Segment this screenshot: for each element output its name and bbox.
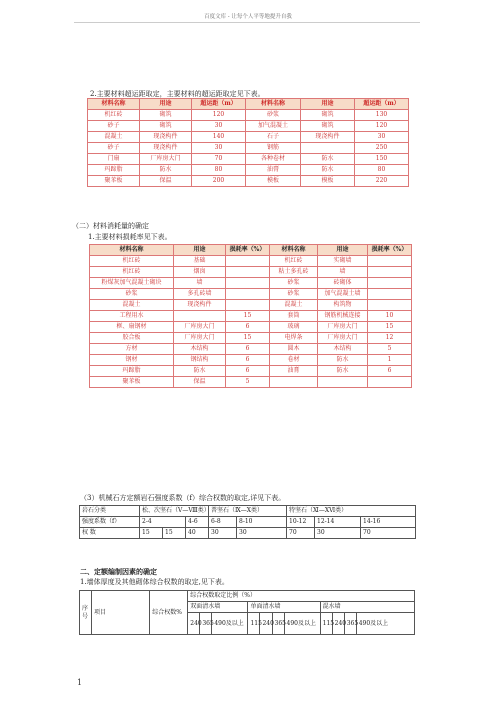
table-cell: [368, 377, 412, 388]
table-row: [80, 506, 416, 517]
table-cell: 80: [355, 165, 409, 176]
table-cell: 钢筋机械连接: [318, 311, 368, 322]
table-row: [88, 176, 409, 187]
table-row: [90, 322, 412, 333]
header-divider: [74, 22, 420, 23]
table-cell: 构筑物: [318, 300, 368, 311]
table-header-row: [90, 245, 412, 256]
table-cell: 方材: [90, 344, 174, 355]
table-cell: 140: [192, 132, 246, 143]
table-cell: 6: [226, 344, 270, 355]
table-row: [90, 300, 412, 311]
table-row: [90, 377, 412, 388]
table-cell: 490及以上: [284, 613, 320, 635]
table-cell: 30: [192, 121, 246, 132]
table-cell: 厂库房大门: [318, 333, 368, 344]
table-header: 损耗率（%）: [368, 245, 412, 256]
table-cell: 15: [226, 333, 270, 344]
table-cell: 基础: [174, 256, 226, 267]
section-b-title: （二）材料消耗量的确定: [72, 222, 149, 230]
table-header: 损耗率（%）: [226, 245, 270, 256]
table-cell: 防水: [301, 165, 355, 176]
table-cell: 防水: [174, 366, 226, 377]
table-cell: 6: [226, 366, 270, 377]
table-cell: 模板: [246, 176, 301, 187]
table-header: 用途: [140, 99, 192, 110]
page-number: 1: [77, 678, 83, 687]
table-cell: 365: [200, 613, 212, 635]
table-cell: 70: [287, 528, 315, 539]
table-cell: 15: [368, 322, 412, 333]
table-cell: 240: [188, 613, 200, 635]
table-cell: 30: [315, 528, 361, 539]
table-cell: 12: [368, 333, 412, 344]
table-cell: 70: [361, 528, 416, 539]
table-cell: 砌筑: [140, 121, 192, 132]
page-header: 百度文库 - 让每个人平等地提升自我: [204, 14, 292, 20]
table-cell: 现浇构件: [140, 132, 192, 143]
table-body: [90, 256, 412, 388]
table-row: [80, 528, 416, 539]
table-cell: 多孔砖墙: [174, 289, 226, 300]
table-cell: [368, 278, 412, 289]
table-cell: 6: [226, 355, 270, 366]
table-cell: 机红砖: [90, 256, 174, 267]
table-cell: 聚苯板: [90, 377, 174, 388]
table-row: [90, 289, 412, 300]
table-row: [88, 165, 409, 176]
table-cell: 30: [209, 528, 237, 539]
section-c-title: 二、定额编制因素的确定: [80, 567, 157, 576]
table-cell: 5: [368, 344, 412, 355]
table-cell: 双面清水墙: [188, 602, 248, 613]
table-cell: 130: [355, 110, 409, 121]
table-cell: 490及以上: [212, 613, 248, 635]
table-cell: 岩石分类: [80, 506, 140, 517]
table-cell: 240: [332, 613, 344, 635]
table-cell: 厂库房大门: [140, 154, 192, 165]
table-cell: 15: [140, 528, 163, 539]
table-cell: 木结构: [318, 344, 368, 355]
table-cell: 365: [272, 613, 284, 635]
table-cell: 综合权数%: [150, 591, 188, 635]
table-cell: 混凝土: [90, 300, 174, 311]
table-cell: 砖砌体: [318, 278, 368, 289]
table-row: [90, 278, 412, 289]
section-b1-title: 1.主要材料损耗率见下表。: [88, 233, 172, 241]
table-cell: 砂子: [88, 143, 140, 154]
material-distance-table: [87, 98, 409, 187]
table-cell: 30: [237, 528, 287, 539]
table-cell: 120: [192, 110, 246, 121]
table-cell: 钢筋: [246, 143, 301, 154]
table-cell: 普坚石（Ⅸ—Ⅹ类）: [209, 506, 287, 517]
section2-title: 2.主要材料超运距取定，主要材料的超运距取定见下表。: [90, 90, 265, 98]
table-cell: [368, 267, 412, 278]
table-cell: 115: [320, 613, 332, 635]
table-cell: 厂库房大门: [174, 322, 226, 333]
table-cell: 防水: [318, 355, 368, 366]
table-cell: 保温: [140, 176, 192, 187]
table-cell: 490及以上: [356, 613, 414, 635]
table-cell: 玛蹄脂: [88, 165, 140, 176]
table-header-row: [88, 99, 409, 110]
table-cell: [318, 377, 368, 388]
table-cell: 10: [368, 311, 412, 322]
table-cell: 150: [355, 154, 409, 165]
table-cell: 框、扇钢材: [90, 322, 174, 333]
table-cell: 15: [163, 528, 186, 539]
table-cell: 2-4: [140, 517, 186, 528]
table-cell: 机红砖: [270, 256, 318, 267]
table-cell: [301, 143, 355, 154]
table-cell: [174, 311, 226, 322]
table-cell: 聚苯板: [88, 176, 140, 187]
table-header: 材料名称: [270, 245, 318, 256]
table-row: [90, 366, 412, 377]
table-cell: 115: [248, 613, 260, 635]
table-cell: 玻璃: [270, 322, 318, 333]
table-cell: 15: [226, 311, 270, 322]
table-cell: 80: [192, 165, 246, 176]
table-cell: 工程用水: [90, 311, 174, 322]
table-row: [80, 591, 415, 602]
table-cell: 强度系数（f）: [80, 517, 140, 528]
table-cell: 防水: [140, 165, 192, 176]
table-cell: 6: [226, 322, 270, 333]
table-cell: 模板: [301, 176, 355, 187]
table-row: [90, 256, 412, 267]
table-cell: 砂浆: [246, 110, 301, 121]
table-cell: 实砌墙: [318, 256, 368, 267]
table-cell: 混水墙: [320, 602, 414, 613]
table-cell: 石子: [246, 132, 301, 143]
table-cell: 钢结构: [174, 355, 226, 366]
table-cell: 圆木: [270, 344, 318, 355]
table-cell: 厂库房大门: [318, 322, 368, 333]
table-cell: 40: [186, 528, 209, 539]
table-cell: 电焊条: [270, 333, 318, 344]
table-cell: 墙: [174, 278, 226, 289]
table-row: [88, 143, 409, 154]
table-cell: [226, 300, 270, 311]
table-cell: [226, 289, 270, 300]
table-cell: 松、次坚石（Ⅴ—Ⅷ类）: [140, 506, 209, 517]
table-cell: 砌筑: [301, 121, 355, 132]
section3-title: （3）机械石方定额岩石强度系数（f）综合权数的取定,详见下表。: [80, 494, 286, 502]
table-row: [90, 267, 412, 278]
table-cell: 权 数: [80, 528, 140, 539]
table-cell: 油膏: [246, 165, 301, 176]
table-cell: 5: [226, 377, 270, 388]
table-row: [90, 311, 412, 322]
table-cell: 砌筑: [140, 110, 192, 121]
table-cell: 砂浆: [270, 278, 318, 289]
rock-coefficient-table: [79, 505, 416, 539]
table-cell: 8-10: [237, 517, 287, 528]
table-cell: 单面清水墙: [248, 602, 320, 613]
table-cell: 玛蹄脂: [90, 366, 174, 377]
table-cell: [368, 256, 412, 267]
table-cell: [368, 289, 412, 300]
table-header: 材料名称: [88, 99, 140, 110]
table-cell: 项目: [92, 591, 150, 635]
table-cell: 套筒: [270, 311, 318, 322]
table-cell: 粘土多孔砖: [270, 267, 318, 278]
table-cell: 木结构: [174, 344, 226, 355]
table-cell: 保温: [174, 377, 226, 388]
wall-weight-table: [79, 590, 415, 635]
table-cell: 30: [355, 132, 409, 143]
table-cell: 220: [355, 176, 409, 187]
table-header: 用途: [318, 245, 368, 256]
table-row: [90, 344, 412, 355]
table-cell: 1: [368, 355, 412, 366]
table-cell: 10-12: [287, 517, 315, 528]
table-header: 超运距（m）: [355, 99, 409, 110]
table-cell: 特坚石（Ⅺ—ⅩⅥ类）: [287, 506, 416, 517]
table-cell: 机红砖: [90, 267, 174, 278]
table-cell: 365: [344, 613, 356, 635]
table-cell: 胶合板: [90, 333, 174, 344]
table-cell: 防水: [318, 366, 368, 377]
table-cell: 14-16: [361, 517, 416, 528]
table-header: 用途: [301, 99, 355, 110]
table-row: [90, 355, 412, 366]
table-cell: 墙: [318, 267, 368, 278]
table-cell: [226, 278, 270, 289]
table-cell: [226, 267, 270, 278]
table-header: 用途: [174, 245, 226, 256]
table-cell: 混凝土: [88, 132, 140, 143]
table-cell: [270, 377, 318, 388]
table-cell: 砂浆: [90, 289, 174, 300]
table-cell: 综合权数取定比例（%）: [188, 591, 415, 602]
table-cell: 250: [355, 143, 409, 154]
table-cell: 现浇构件: [174, 300, 226, 311]
table-cell: 序号: [80, 591, 92, 635]
table-cell: [226, 256, 270, 267]
table-cell: 砂浆: [270, 289, 318, 300]
table-cell: 厂库房大门: [174, 333, 226, 344]
table-header: 材料名称: [246, 99, 301, 110]
table-cell: 防水: [301, 154, 355, 165]
table-cell: 粉煤灰加气混凝土砌块: [90, 278, 174, 289]
table-cell: 烟囱: [174, 267, 226, 278]
table-cell: 各种卷材: [246, 154, 301, 165]
table-cell: 砌筑: [301, 110, 355, 121]
table-cell: 钢材: [90, 355, 174, 366]
table-cell: 现浇构件: [140, 143, 192, 154]
table-row: [88, 121, 409, 132]
table-cell: 30: [192, 143, 246, 154]
table-body: [88, 110, 409, 187]
section-c1-title: 1.墙体厚度及其他砌体综合权数的取定,见下表。: [80, 578, 229, 586]
table-cell: 240: [260, 613, 272, 635]
table-cell: 机红砖: [88, 110, 140, 121]
table-header: 超运距（m）: [192, 99, 246, 110]
table-row: [88, 154, 409, 165]
table-cell: 6-8: [209, 517, 237, 528]
table-cell: 加气混凝土墙: [318, 289, 368, 300]
table-cell: 门扇: [88, 154, 140, 165]
table-cell: 砂子: [88, 121, 140, 132]
table-row: [80, 517, 416, 528]
table-cell: 加气混凝土: [246, 121, 301, 132]
table-cell: 70: [192, 154, 246, 165]
table-cell: 200: [192, 176, 246, 187]
table-header: 材料名称: [90, 245, 174, 256]
table-cell: 120: [355, 121, 409, 132]
table-cell: 12-14: [315, 517, 361, 528]
table-cell: [368, 300, 412, 311]
table-cell: 混凝土: [270, 300, 318, 311]
table-cell: 6: [368, 366, 412, 377]
table-cell: 油膏: [270, 366, 318, 377]
table-row: [90, 333, 412, 344]
table-cell: 4-6: [186, 517, 209, 528]
table-cell: 现浇构件: [301, 132, 355, 143]
loss-rate-table: [89, 244, 412, 388]
table-row: [88, 110, 409, 121]
table-row: [88, 132, 409, 143]
table-cell: 卷材: [270, 355, 318, 366]
